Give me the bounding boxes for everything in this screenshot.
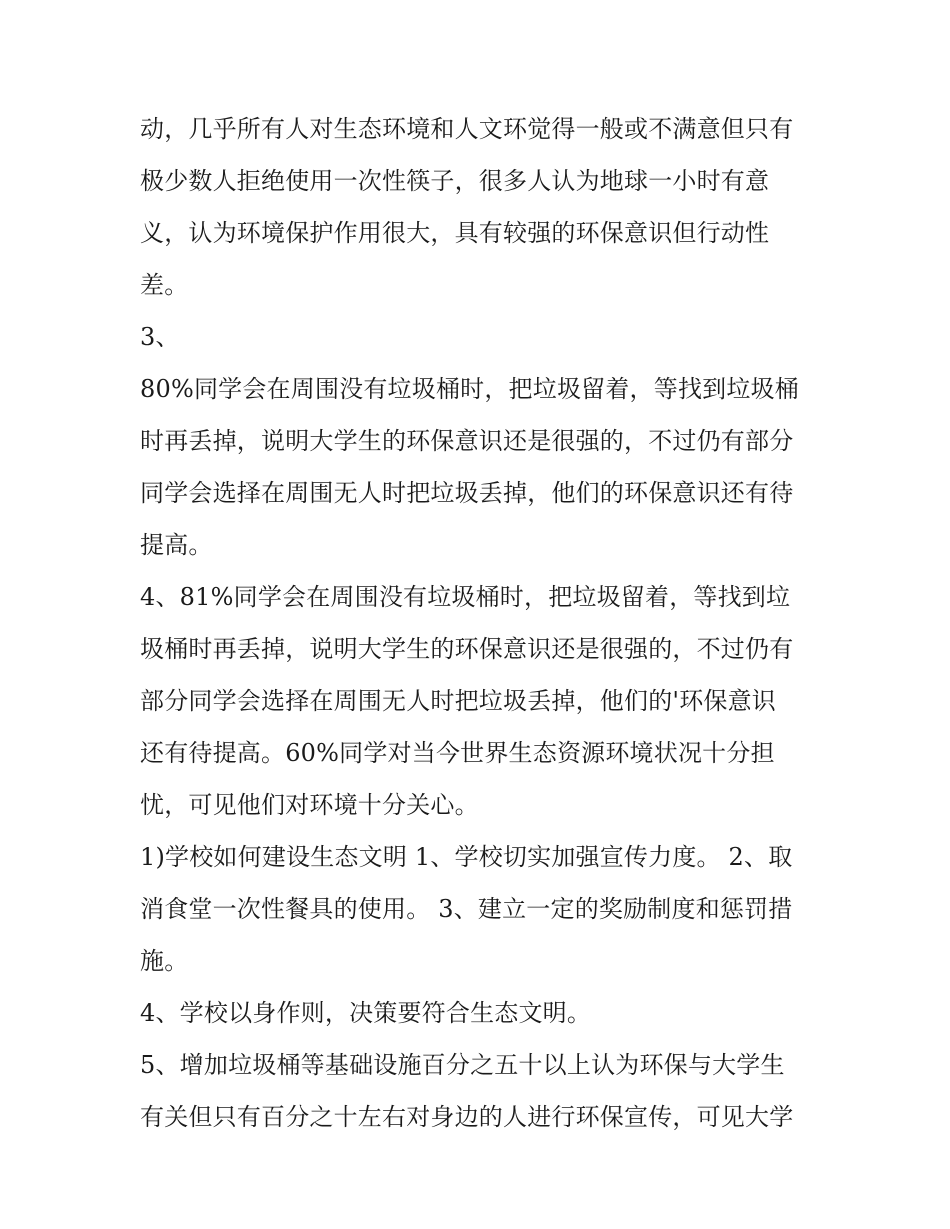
text-line: 1)学校如何建设生态文明 1、学校切实加强宣传力度。 2、取	[140, 843, 793, 871]
text-line: 消食堂一次性餐具的使用。 3、建立一定的奖励制度和惩罚措	[140, 895, 793, 923]
text-line: 忧，可见他们对环境十分关心。	[140, 791, 479, 819]
text-line: 3、	[140, 323, 180, 351]
document-body	[140, 103, 820, 1143]
text-line: 动，几乎所有人对生态环境和人文环觉得一般或不满意但只有	[140, 115, 794, 143]
text-line: 圾桶时再丢掉，说明大学生的环保意识还是很强的，不过仍有	[140, 635, 794, 663]
text-line: 差。	[140, 271, 189, 299]
text-line: 提高。	[140, 531, 213, 559]
text-line: 80%同学会在周围没有垃圾桶时，把垃圾留着，等找到垃圾桶	[140, 375, 799, 403]
text-line: 还有待提高。60%同学对当今世界生态资源环境状况十分担	[140, 739, 775, 767]
text-line: 4、81%同学会在周围没有垃圾桶时，把垃圾留着，等找到垃	[140, 583, 791, 611]
text-line: 4、学校以身作则，决策要符合生态文明。	[140, 999, 592, 1027]
text-line: 同学会选择在周围无人时把垃圾丢掉，他们的环保意识还有待	[140, 479, 794, 507]
text-line: 施。	[140, 947, 189, 975]
text-line: 极少数人拒绝使用一次性筷子，很多人认为地球一小时有意	[140, 167, 770, 195]
text-line: 5、增加垃圾桶等基础设施百分之五十以上认为环保与大学生	[140, 1051, 785, 1079]
text-line: 义，认为环境保护作用很大，具有较强的环保意识但行动性	[140, 219, 770, 247]
text-line: 部分同学会选择在周围无人时把垃圾丢掉，他们的'环保意识	[140, 687, 776, 715]
text-line: 有关但只有百分之十左右对身边的人进行环保宣传，可见大学	[140, 1103, 794, 1131]
text-line: 时再丢掉，说明大学生的环保意识还是很强的，不过仍有部分	[140, 427, 794, 455]
